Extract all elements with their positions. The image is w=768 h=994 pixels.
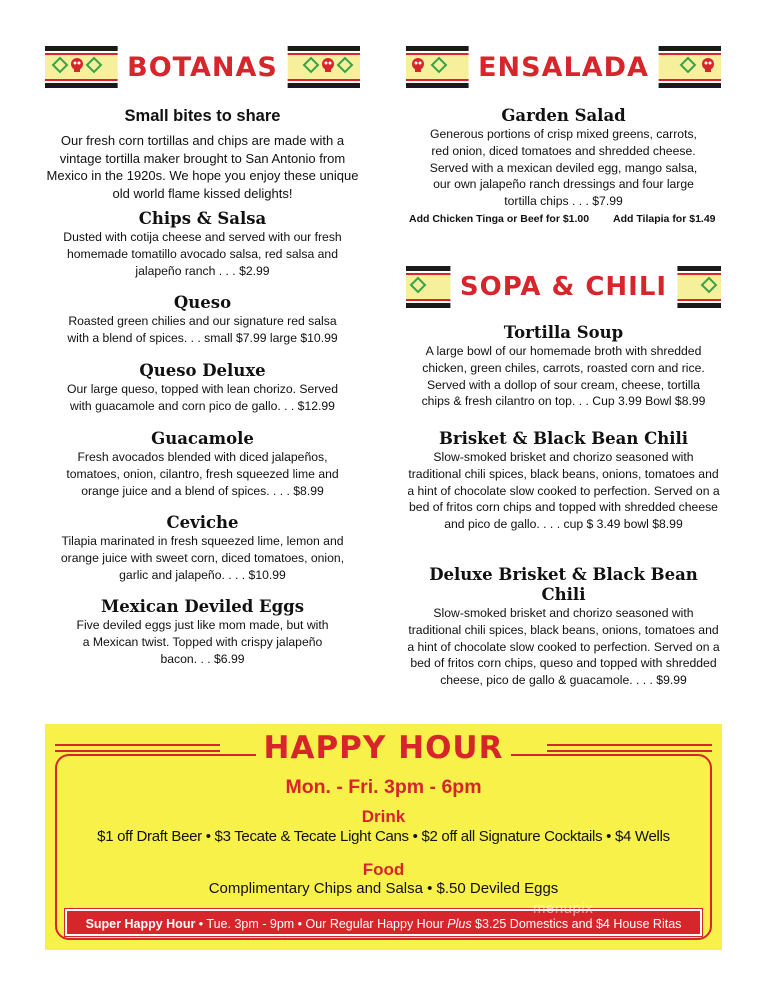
- divider: [55, 744, 220, 752]
- menu-item: [45, 597, 360, 667]
- menu-item: [45, 513, 360, 583]
- item-name: Garden Salad: [501, 106, 626, 125]
- super-plus: Plus: [447, 917, 472, 931]
- menu-item: [45, 293, 360, 347]
- menu-item: [45, 361, 360, 415]
- item-name: Queso Deluxe: [139, 361, 266, 380]
- botanas-intro: Our fresh corn tortillas and chips are made with a vintage tortilla maker brought to San Antonio from Mexico in the 1920s. We hope you enjoy these unique old world flame kissed delights!: [46, 133, 359, 201]
- item-desc: Generous portions of crisp mixed greens, carrots, red onion, diced tomatoes and shredded cheese. Served with a mexican deviled egg, mango salsa, our own jalapeño ranch dressings and four large tortilla chips . . . $7.99: [429, 127, 698, 209]
- item-name: Tortilla Soup: [503, 323, 624, 342]
- sopa-header: SOPA & CHILI: [450, 266, 677, 308]
- drink-specials: $1 off Draft Beer • $3 Tecate & Tecate Light Cans • $2 off all Signature Cocktails • $4 Wells: [97, 828, 670, 845]
- botanas-subtitle: Small bites to share: [124, 107, 281, 125]
- botanas-header: BOTANAS: [117, 46, 288, 88]
- menu-item: [45, 209, 360, 279]
- super-text: • Tue. 3pm - 9pm • Our Regular Happy Hour: [195, 917, 448, 931]
- item-name: Queso: [173, 293, 232, 312]
- skull-ornament-icon: [410, 53, 450, 77]
- ensalada-banner: [406, 46, 721, 88]
- addon-tilapia: Add Tilapia for $1.49: [613, 213, 716, 225]
- skull-ornament-icon: [408, 273, 434, 297]
- skull-ornament-icon: [693, 273, 719, 297]
- food-heading: Food: [362, 860, 405, 879]
- drink-heading: Drink: [361, 807, 406, 826]
- food-specials: Complimentary Chips and Salsa • $.50 Deviled Eggs: [208, 880, 559, 897]
- sopa-banner: [406, 266, 721, 308]
- super-text: $3.25 Domestics and $4 House Ritas: [471, 917, 682, 931]
- menu-item: [406, 429, 721, 533]
- item-desc: Dusted with cotija cheese and served with our fresh homemade tomatillo avocado salsa, red salsa and jalapeño ranch . . . $2.99: [63, 230, 342, 278]
- item-name: Mexican Deviled Eggs: [101, 597, 304, 616]
- happy-hour-title: HAPPY HOUR: [256, 730, 512, 766]
- divider: [547, 744, 712, 752]
- skull-ornament-icon: [51, 53, 103, 77]
- item-desc: Slow-smoked brisket and chorizo seasoned with traditional chili spices, black beans, onions, tomatoes and a hint of chocolate slow cooked to perfection. Served on a bed of fritos corn chips, queso and topped with shredded cheese, pico de gallo & guacamole. . . . $9.99: [407, 606, 720, 688]
- item-desc: Five deviled eggs just like mom made, but with a Mexican twist. Topped with crispy jalapeño bacon. . . $6.99: [76, 618, 329, 666]
- menu-item: [406, 323, 721, 410]
- item-name: Ceviche: [166, 513, 239, 532]
- ensalada-header: ENSALADA: [468, 46, 659, 88]
- happy-hour-panel: [45, 724, 722, 950]
- item-desc: Tilapia marinated in fresh squeezed lime, lemon and orange juice with sweet corn, diced tomatoes, onion, garlic and jalapeño. . . . $10.99: [60, 534, 345, 582]
- menu-item: [45, 429, 360, 499]
- menu-item: [406, 565, 721, 689]
- watermark: menupix: [533, 900, 594, 917]
- botanas-banner: [45, 46, 360, 88]
- item-desc: Fresh avocados blended with diced jalapeños, tomatoes, onion, cilantro, fresh squeezed lime and orange juice and a blend of spices. . . . $8.99: [66, 450, 339, 498]
- item-name: Guacamole: [151, 429, 254, 448]
- item-desc: Slow-smoked brisket and chorizo seasoned with traditional chili spices, black beans, onions, tomatoes and a hint of chocolate slow cooked to perfection. Served on a bed of fritos corn chips and topped with shredded cheese and pico de gallo. . . . cup $ 3.49 bowl $8.99: [407, 450, 720, 532]
- item-desc: A large bowl of our homemade broth with shredded chicken, green chiles, carrots, roasted corn and rice. Served with a dollop of sour cream, cheese, tortilla chips & fresh cilantro on top. . . Cup 3.99 Bowl $8.99: [421, 344, 706, 409]
- super-happy-hour-strip: [65, 909, 702, 936]
- item-name: Brisket & Black Bean Chili: [438, 429, 689, 448]
- item-name: Deluxe Brisket & Black Bean Chili: [429, 565, 698, 604]
- super-label: Super Happy Hour: [85, 917, 196, 931]
- happy-hour-days: Mon. - Fri. 3pm - 6pm: [285, 776, 482, 798]
- item-desc: Our large queso, topped with lean chorizo. Served with guacamole and corn pico de gallo. . . $12.99: [67, 382, 338, 413]
- item-desc: Roasted green chilies and our signature red salsa with a blend of spices. . . small $7.99 large $10.99: [67, 314, 338, 345]
- item-name: Chips & Salsa: [138, 209, 267, 228]
- skull-ornament-icon: [677, 53, 717, 77]
- addon-chicken-beef: Add Chicken Tinga or Beef for $1.00: [409, 213, 590, 225]
- skull-ornament-icon: [302, 53, 354, 77]
- menu-item: [406, 106, 721, 210]
